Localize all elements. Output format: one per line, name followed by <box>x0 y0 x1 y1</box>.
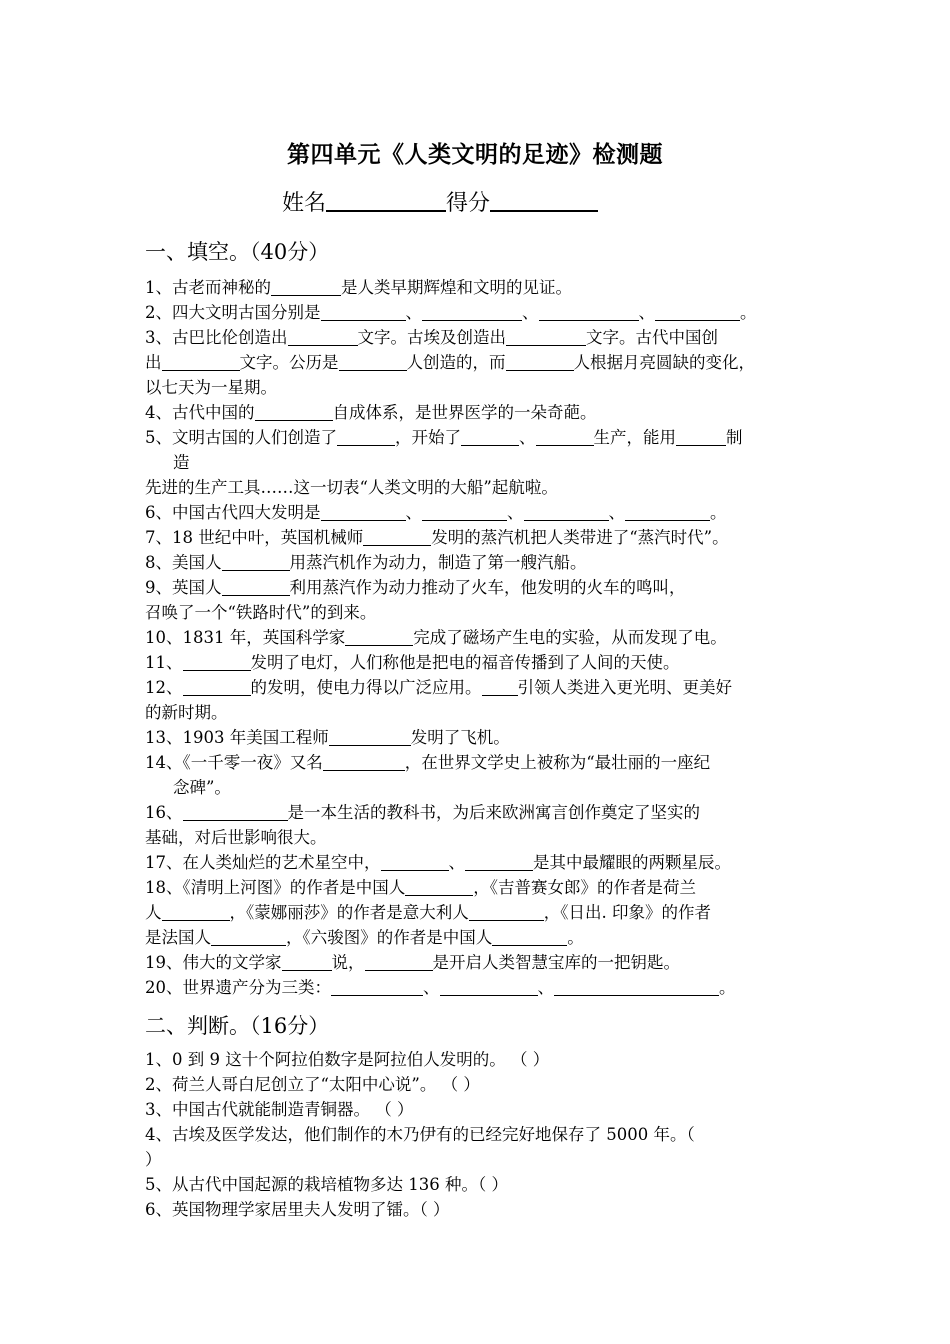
question-text: 、 <box>405 503 422 522</box>
question-16-line-2: 基础，对后世影响很大。 <box>145 828 327 847</box>
question-text: 完成了磁场产生电的实验，从而发现了电。 <box>413 628 727 647</box>
question-text: ，《蒙娜丽莎》的作者是意大利人 <box>229 903 469 922</box>
question-text: 是人类早期辉煌和文明的见证。 <box>341 278 572 297</box>
answer-blank[interactable] <box>539 303 639 321</box>
question-text: ，开始了 <box>395 428 461 447</box>
question-3-line-3: 以七天为一星期。 <box>145 378 277 397</box>
answer-blank[interactable] <box>492 928 567 946</box>
question-text: 。 <box>740 303 757 322</box>
question-text: 5、文明古国的人们创造了 <box>145 428 337 447</box>
answer-blank[interactable] <box>321 303 406 321</box>
question-text: 10、1831 年，英国科学家 <box>145 628 346 647</box>
question-text: 18、《清明上河图》的作者是中国人 <box>145 878 406 897</box>
answer-blank[interactable] <box>211 928 286 946</box>
question-6 <box>145 500 815 525</box>
question-text: 发明了飞机。 <box>410 728 510 747</box>
answer-blank[interactable] <box>222 553 290 571</box>
question-text: 生产，能用 <box>593 428 676 447</box>
question-11 <box>145 650 815 675</box>
question-5-line-2: 造 <box>173 453 190 472</box>
question-text: 17、在人类灿烂的艺术星空中， <box>145 853 381 872</box>
judge-item-3: 3、中国古代就能制造青铜器。 （ ） <box>145 1100 414 1119</box>
question-text: 自成体系，是世界医学的一朵奇葩。 <box>332 403 597 422</box>
answer-blank[interactable] <box>271 278 341 296</box>
answer-blank[interactable] <box>506 353 574 371</box>
answer-blank[interactable] <box>506 328 586 346</box>
answer-blank[interactable] <box>381 853 449 871</box>
answer-blank[interactable] <box>321 503 406 521</box>
question-9-line-1 <box>145 575 815 600</box>
answer-blank[interactable] <box>222 578 290 596</box>
question-text: 出 <box>145 353 162 372</box>
question-text: 9、英国人 <box>145 578 222 597</box>
question-18-line-2 <box>145 900 815 925</box>
answer-blank[interactable] <box>676 428 726 446</box>
answer-blank[interactable] <box>465 853 533 871</box>
question-text: 。 <box>567 928 584 947</box>
judge-item-6: 6、英国物理学家居里夫人发明了镭。（ ） <box>145 1200 450 1219</box>
question-text: 14、《一千零一夜》又名 <box>145 753 323 772</box>
question-text: 8、美国人 <box>145 553 222 572</box>
question-text: 、 <box>638 303 655 322</box>
question-2 <box>145 300 815 325</box>
question-3-line-2 <box>145 350 815 375</box>
question-16-line-1 <box>145 800 815 825</box>
question-text: 制 <box>726 428 743 447</box>
answer-blank[interactable] <box>524 503 609 521</box>
question-text: 人创造的，而 <box>406 353 506 372</box>
answer-blank[interactable] <box>625 503 710 521</box>
question-text: ，《六骏图》的作者是中国人 <box>286 928 493 947</box>
question-text: 2、四大文明古国分别是 <box>145 303 321 322</box>
question-text: 1、古老而神秘的 <box>145 278 271 297</box>
question-3-line-1 <box>145 325 815 350</box>
question-text: 是其中最耀眼的两颗星辰。 <box>533 853 731 872</box>
question-text: 7、18 世纪中叶，英国机械师 <box>145 528 364 547</box>
question-text: 12、 <box>145 678 183 697</box>
question-12-line-1 <box>145 675 815 700</box>
question-text: ，《吉普赛女郎》的作者是荷兰 <box>473 878 696 897</box>
question-text: 、 <box>608 503 625 522</box>
question-text: 3、古巴比伦创造出 <box>145 328 288 347</box>
answer-blank[interactable] <box>331 978 423 996</box>
question-text: ，《日出. 印象》的作者 <box>543 903 711 922</box>
question-text: 。 <box>710 503 727 522</box>
question-1 <box>145 275 815 300</box>
question-14-line-2: 念碑”。 <box>173 778 231 797</box>
section-fill-heading: 一、填空。（40分） <box>145 240 330 264</box>
judge-item-4: 4、古埃及医学发达，他们制作的木乃伊有的已经完好地保存了 5000 年。（ <box>145 1125 695 1144</box>
score-label: 得分 <box>446 191 491 216</box>
question-19 <box>145 950 815 975</box>
answer-blank[interactable] <box>162 903 230 921</box>
question-text: 人 <box>145 903 162 922</box>
question-text: 、 <box>519 428 536 447</box>
question-4 <box>145 400 815 425</box>
question-18-line-1 <box>145 875 815 900</box>
question-5-line-1 <box>145 425 815 450</box>
answer-blank[interactable] <box>363 528 431 546</box>
question-text: 文字。古埃及创造出 <box>357 328 506 347</box>
question-text: 、 <box>448 853 465 872</box>
judge-item-1: 1、0 到 9 这十个阿拉伯数字是阿拉伯人发明的。 （ ） <box>145 1050 550 1069</box>
question-5-line-3: 先进的生产工具……这一切表“人类文明的大船”起航啦。 <box>145 478 558 497</box>
question-text: ，在世界文学史上被称为“最壮丽的一座纪 <box>404 753 711 772</box>
question-text: 6、中国古代四大发明是 <box>145 503 321 522</box>
question-text: 是法国人 <box>145 928 211 947</box>
answer-blank[interactable] <box>554 978 719 996</box>
answer-blank[interactable] <box>183 678 251 696</box>
question-8 <box>145 550 815 575</box>
answer-blank[interactable] <box>183 803 288 821</box>
answer-blank[interactable] <box>183 653 251 671</box>
name-label: 姓名 <box>282 191 327 216</box>
question-text: 19、伟大的文学家 <box>145 953 282 972</box>
question-text: 说， <box>331 953 365 972</box>
answer-blank[interactable] <box>323 753 405 771</box>
question-text: 13、1903 年美国工程师 <box>145 728 329 747</box>
answer-blank[interactable] <box>655 303 740 321</box>
question-12-line-2: 的新时期。 <box>145 703 228 722</box>
answer-blank[interactable] <box>482 678 518 696</box>
page-title: 第四单元《人类文明的足迹》检测题 <box>287 141 663 168</box>
question-text: 4、古代中国的 <box>145 403 255 422</box>
question-20 <box>145 975 815 1000</box>
answer-blank[interactable] <box>405 878 473 896</box>
question-text: 16、 <box>145 803 183 822</box>
name-blank[interactable] <box>326 188 446 212</box>
question-10 <box>145 625 815 650</box>
answer-blank[interactable] <box>422 303 522 321</box>
question-14-line-1 <box>145 750 815 775</box>
answer-blank[interactable] <box>345 628 413 646</box>
question-text: 、 <box>537 978 554 997</box>
answer-blank[interactable] <box>469 903 544 921</box>
question-text: 文字。公历是 <box>239 353 339 372</box>
answer-blank[interactable] <box>365 953 433 971</box>
answer-blank[interactable] <box>536 428 594 446</box>
question-17 <box>145 850 815 875</box>
judge-item-4-cont: ） <box>145 1150 162 1169</box>
judge-item-5: 5、从古代中国起源的栽培植物多达 136 种。（ ） <box>145 1175 508 1194</box>
question-text: 发明了电灯，人们称他是把电的福音传播到了人间的天使。 <box>250 653 680 672</box>
question-text: 、 <box>522 303 539 322</box>
question-13 <box>145 725 815 750</box>
answer-blank[interactable] <box>282 953 332 971</box>
question-9-line-2: 召唤了一个“铁路时代”的到来。 <box>145 603 377 622</box>
question-text: 利用蒸汽作为动力推动了火车，他发明的火车的鸣叫， <box>289 578 686 597</box>
question-text: 11、 <box>145 653 183 672</box>
question-text: 是开启人类智慧宝库的一把钥匙。 <box>432 953 680 972</box>
section-judge-heading: 二、判断。（16分） <box>145 1014 330 1038</box>
answer-blank[interactable] <box>339 353 407 371</box>
question-18-line-3 <box>145 925 815 950</box>
question-7 <box>145 525 815 550</box>
question-text: 。 <box>719 978 736 997</box>
answer-blank[interactable] <box>329 728 411 746</box>
question-text: 是一本生活的教科书，为后来欧洲寓言创作奠定了坚实的 <box>287 803 700 822</box>
question-text: 、 <box>405 303 422 322</box>
answer-blank[interactable] <box>422 503 507 521</box>
question-text: 用蒸汽机作为动力，制造了第一艘汽船。 <box>289 553 587 572</box>
answer-blank[interactable] <box>162 353 240 371</box>
question-text: 、 <box>507 503 524 522</box>
judge-item-2: 2、荷兰人哥白尼创立了“太阳中心说”。 （ ） <box>145 1075 480 1094</box>
question-text: 发明的蒸汽机把人类带进了“蒸汽时代”。 <box>431 528 729 547</box>
score-blank[interactable] <box>490 188 598 212</box>
answer-blank[interactable] <box>337 428 395 446</box>
answer-blank[interactable] <box>288 328 358 346</box>
answer-blank[interactable] <box>440 978 538 996</box>
question-text: 、 <box>423 978 440 997</box>
question-text: 文字。古代中国创 <box>586 328 718 347</box>
name-score-line <box>282 186 598 217</box>
question-text: 的发明，使电力得以广泛应用。 <box>250 678 482 697</box>
question-text: 人根据月亮圆缺的变化， <box>573 353 755 372</box>
question-text: 20、世界遗产分为三类： <box>145 978 331 997</box>
answer-blank[interactable] <box>461 428 519 446</box>
answer-blank[interactable] <box>255 403 333 421</box>
question-text: 引领人类进入更光明、更美好 <box>517 678 732 697</box>
